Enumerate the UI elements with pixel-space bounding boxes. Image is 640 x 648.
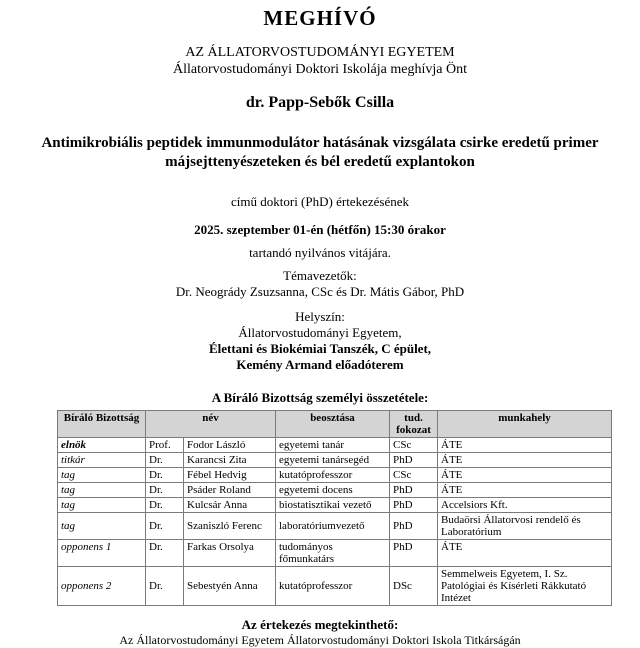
name-cell: Karancsi Zita [184, 453, 276, 468]
position-cell: kutatóprofesszor [276, 468, 390, 483]
name-cell: Sebestyén Anna [184, 567, 276, 606]
degree-cell: PhD [390, 483, 438, 498]
workplace-cell: ÁTE [438, 468, 612, 483]
degree-cell: PhD [390, 513, 438, 540]
header-name: név [146, 411, 276, 438]
header-position: beosztása [276, 411, 390, 438]
title-cell: Dr. [146, 567, 184, 606]
table-row [58, 438, 612, 453]
title-cell: Dr. [146, 468, 184, 483]
defense-phrase: tartandó nyilvános vitájára. [249, 245, 391, 260]
role-cell: opponens 2 [58, 567, 146, 606]
degree-cell: PhD [390, 453, 438, 468]
role-cell: tag [58, 498, 146, 513]
name-cell: Psáder Roland [184, 483, 276, 498]
university-name: AZ ÁLLATORVOSTUDOMÁNYI EGYETEM [185, 45, 455, 60]
supervisors-section [0, 268, 640, 300]
role-cell: tag [58, 468, 146, 483]
university-block [0, 44, 640, 78]
workplace-cell: Semmelweis Egyetem, I. Sz. Patológiai és Kísérleti Rákkutató Intézet [438, 567, 612, 606]
title-cell: Dr. [146, 513, 184, 540]
viewing-line: Az Állatorvostudományi Egyetem Állatorvostudományi Doktori Iskola Titkárságán [119, 633, 521, 647]
workplace-cell: ÁTE [438, 540, 612, 567]
table-row [58, 540, 612, 567]
table-row [58, 513, 612, 540]
supervisors-label: Témavezetők: [283, 268, 357, 283]
degree-cell: CSc [390, 468, 438, 483]
role-cell: elnök [58, 438, 146, 453]
workplace-cell: ÁTE [438, 483, 612, 498]
table-row [58, 567, 612, 606]
title-cell: Dr. [146, 540, 184, 567]
name-cell: Fébel Hedvig [184, 468, 276, 483]
invitation-line: Állatorvostudományi Doktori Iskolája meghívja Önt [173, 62, 467, 77]
name-cell: Farkas Orsolya [184, 540, 276, 567]
name-cell: Fodor László [184, 438, 276, 453]
venue-label: Helyszín: [295, 309, 345, 324]
position-cell: kutatóprofesszor [276, 567, 390, 606]
header-degree: tud. fokozat [390, 411, 438, 438]
thesis-phrase: című doktori (PhD) értekezésének [231, 194, 409, 209]
workplace-cell: Budaörsi Állatorvosi rendelő és Laboratórium [438, 513, 612, 540]
position-cell: egyetemi tanár [276, 438, 390, 453]
board-table [57, 410, 612, 606]
table-row [58, 498, 612, 513]
name-cell: Szaniszló Ferenc [184, 513, 276, 540]
venue-line-1: Állatorvostudományi Egyetem, [238, 325, 402, 340]
defense-datetime: 2025. szeptember 01-én (hétfőn) 15:30 órakor [194, 222, 446, 237]
title-cell: Dr. [146, 483, 184, 498]
title-cell: Prof. [146, 438, 184, 453]
degree-cell: PhD [390, 498, 438, 513]
position-cell: tudományos főmunkatárs [276, 540, 390, 567]
role-cell: titkár [58, 453, 146, 468]
table-row [58, 483, 612, 498]
workplace-cell: ÁTE [438, 438, 612, 453]
name-cell: Kulcsár Anna [184, 498, 276, 513]
supervisors-names: Dr. Neogrády Zsuzsanna, CSc és Dr. Mátis Gábor, PhD [175, 284, 465, 299]
degree-cell: CSc [390, 438, 438, 453]
role-cell: tag [58, 513, 146, 540]
venue-line-3: Kemény Armand előadóterem [236, 357, 404, 372]
table-header-row [58, 411, 612, 438]
degree-cell: DSc [390, 567, 438, 606]
table-row [58, 453, 612, 468]
thesis-title: Antimikrobiális peptidek immunmodulátor hatásának vizsgálata csirke eredetű primer májsejttenyészeteken és bél eredetű explantokon [41, 135, 599, 170]
position-cell: biostatisztikai vezető [276, 498, 390, 513]
title-cell: Dr. [146, 498, 184, 513]
position-cell: laboratóriumvezető [276, 513, 390, 540]
header-role: Bíráló Bizottság [58, 411, 146, 438]
board-heading: A Bíráló Bizottság személyi összetétele: [211, 390, 429, 405]
candidate-name: dr. Papp-Sebők Csilla [245, 94, 395, 111]
degree-cell: PhD [390, 540, 438, 567]
title-cell: Dr. [146, 453, 184, 468]
position-cell: egyetemi docens [276, 483, 390, 498]
venue-section [0, 309, 640, 373]
header-workplace: munkahely [438, 411, 612, 438]
viewing-heading: Az értekezés megtekinthető: [241, 617, 399, 632]
position-cell: egyetemi tanársegéd [276, 453, 390, 468]
table-row [58, 468, 612, 483]
role-cell: opponens 1 [58, 540, 146, 567]
page-title: MEGHÍVÓ [263, 6, 377, 30]
workplace-cell: ÁTE [438, 453, 612, 468]
role-cell: tag [58, 483, 146, 498]
workplace-cell: Accelsiors Kft. [438, 498, 612, 513]
venue-line-2: Élettani és Biokémiai Tanszék, C épület, [208, 341, 432, 356]
